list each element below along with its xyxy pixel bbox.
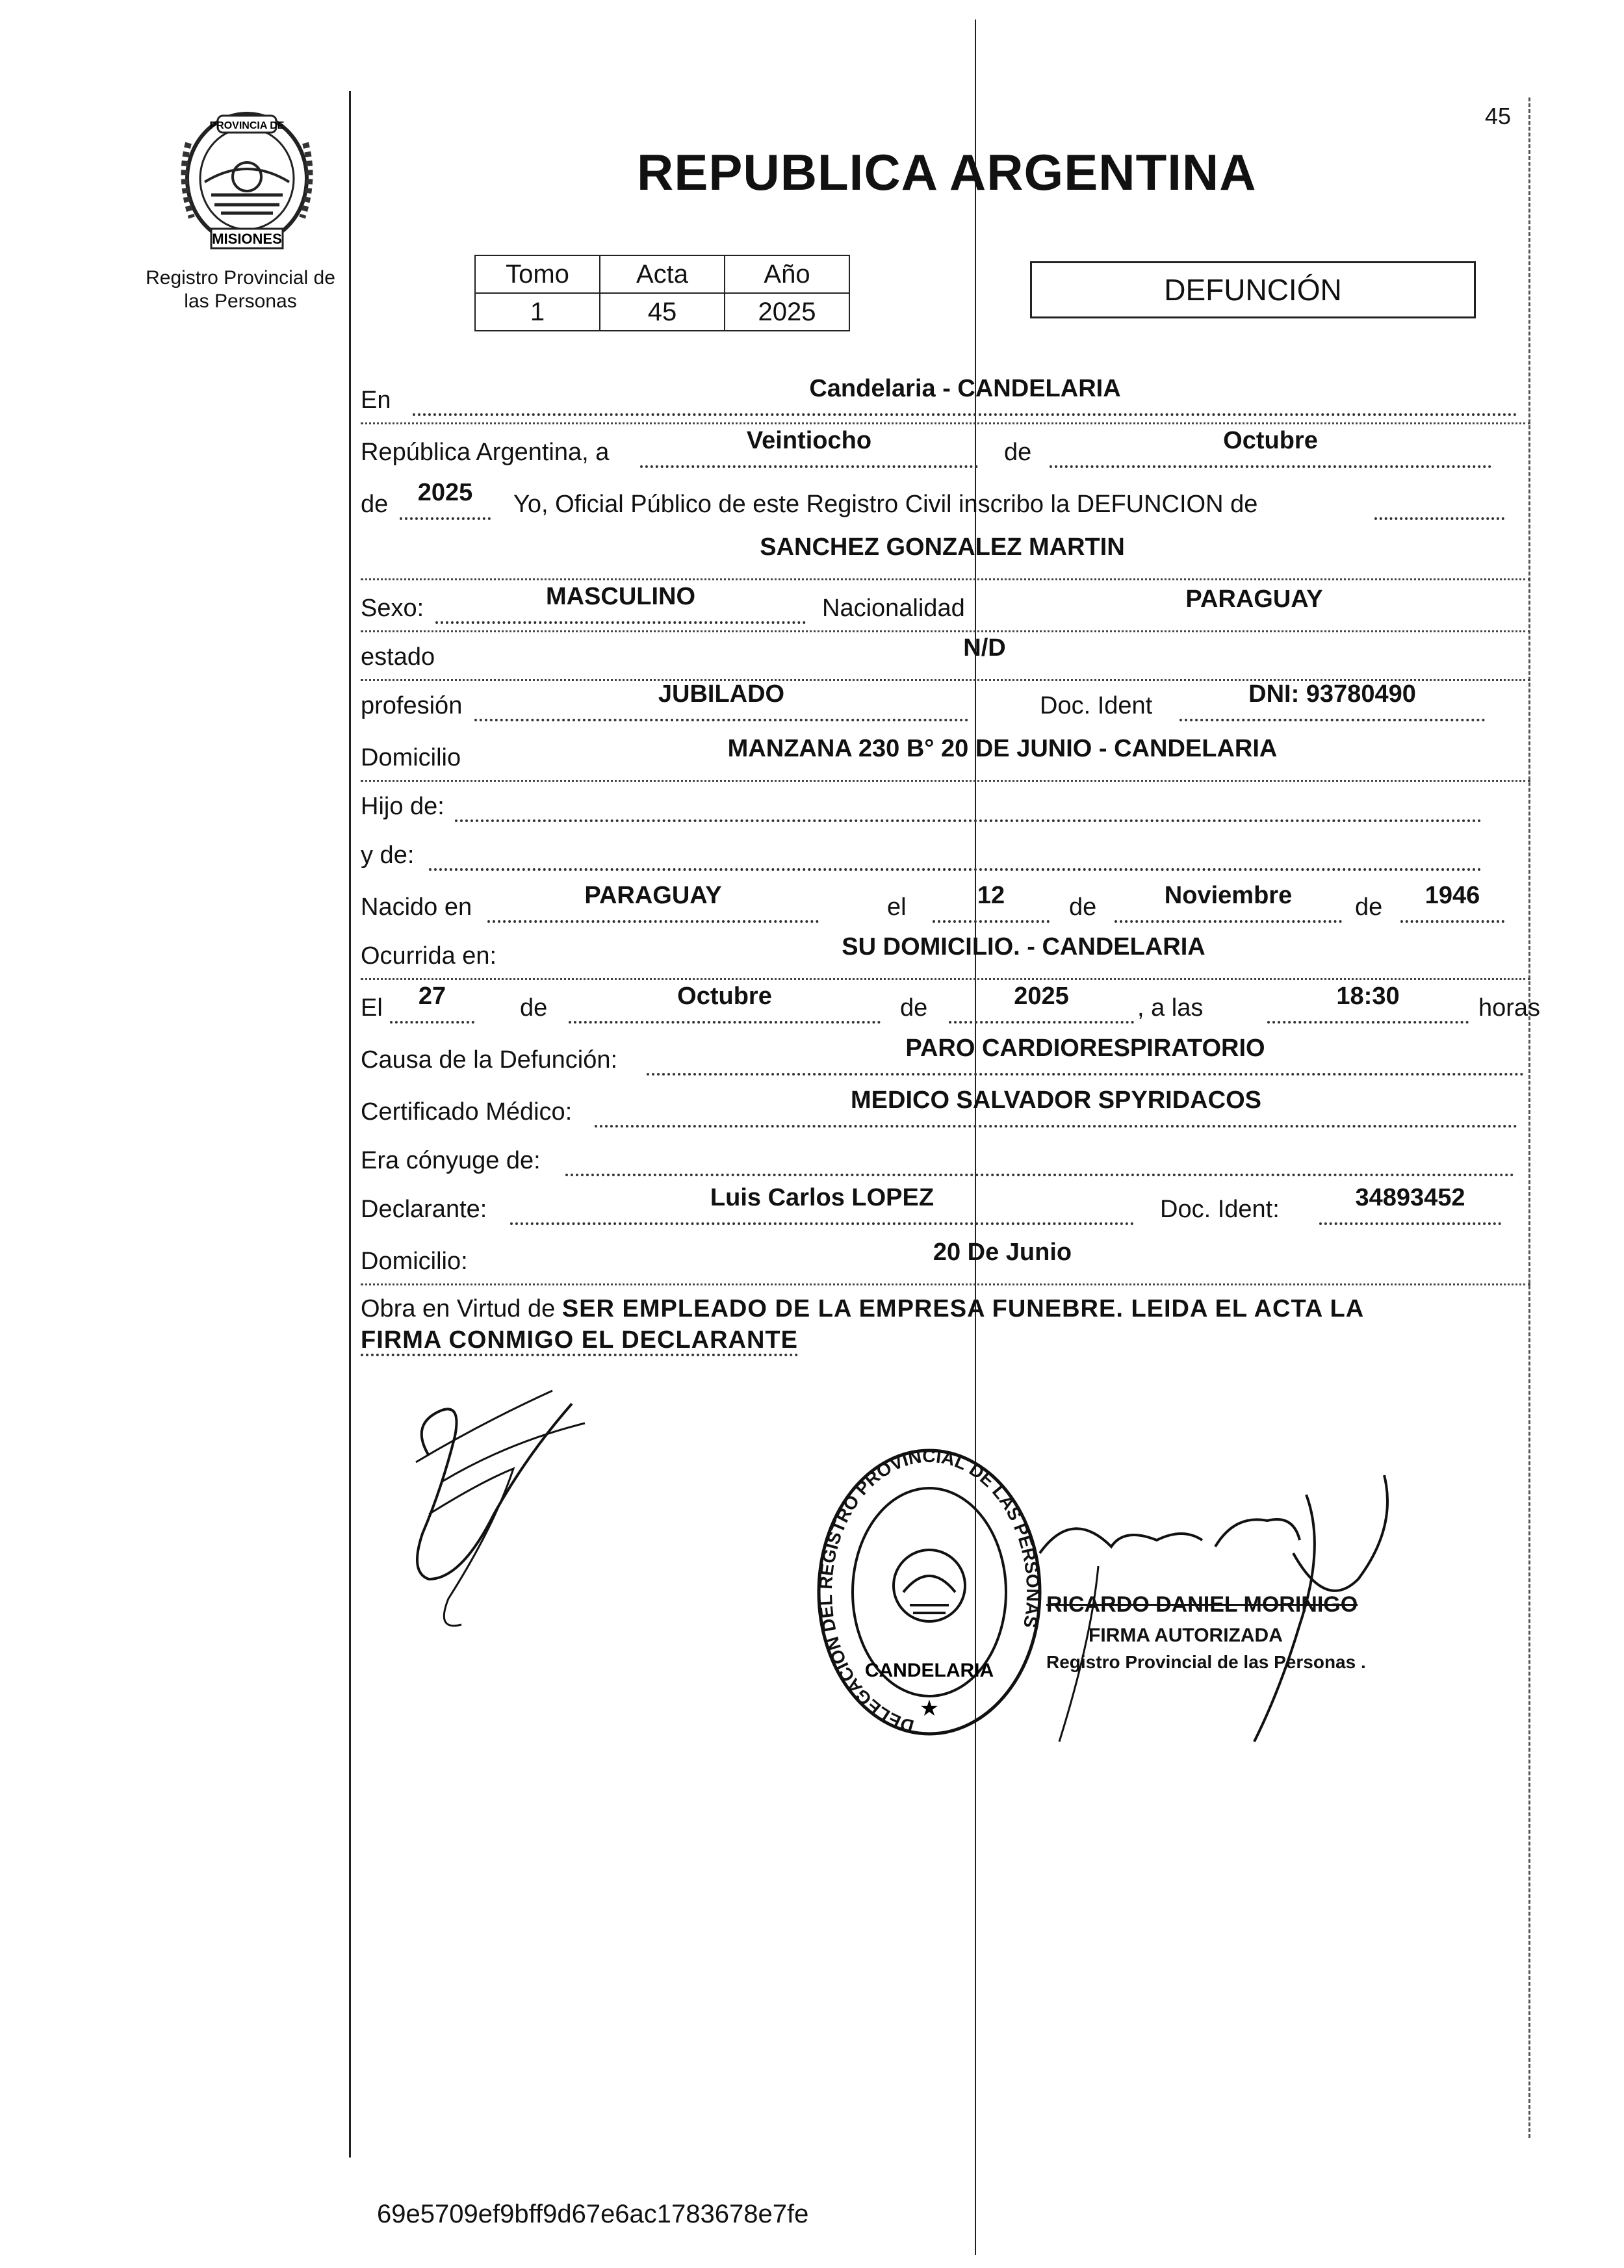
value-nacionalidad: PARAGUAY xyxy=(1185,586,1323,613)
label-horas: horas xyxy=(1478,994,1541,1022)
value-declarante-doc: 34893452 xyxy=(1355,1184,1465,1211)
label-el-cap: El xyxy=(361,994,383,1022)
label-de-6: de xyxy=(900,994,928,1022)
fill-causa xyxy=(647,1035,1524,1076)
value-acta: 45 xyxy=(600,293,725,331)
label-de-2: de xyxy=(361,491,389,518)
label-en: En xyxy=(361,387,391,414)
row-declarante xyxy=(361,1186,1530,1231)
row-nombre xyxy=(361,533,1530,580)
fill-lugar xyxy=(413,375,1517,416)
fill-nombre xyxy=(361,534,1524,572)
record-table xyxy=(474,255,850,331)
row-domicilio-declarante xyxy=(361,1238,1530,1285)
value-nombre: SANCHEZ GONZALEZ MARTIN xyxy=(760,534,1125,561)
label-de-4: de xyxy=(1355,894,1383,921)
registry-caption: Registro Provincial de las Personas xyxy=(146,267,335,312)
fill-anio-acta xyxy=(400,479,491,520)
value-anio: 2025 xyxy=(725,293,849,331)
obra-en-virtud xyxy=(361,1293,1530,1356)
seal-text-top: PROVINCIA DE xyxy=(209,120,285,131)
row-y-de xyxy=(361,832,1530,877)
value-nac-anio: 1946 xyxy=(1424,882,1480,909)
header-anio: Año xyxy=(725,255,849,293)
fill-domicilio xyxy=(481,735,1524,773)
fill-declarante-doc xyxy=(1319,1184,1501,1225)
official-stamp xyxy=(812,1443,1046,1742)
row-nacido xyxy=(361,884,1530,929)
row-oficial xyxy=(361,481,1530,526)
signer-name: RICARDO DANIEL MORINIGO xyxy=(1046,1592,1358,1617)
value-declarante: Luis Carlos LOPEZ xyxy=(710,1184,934,1211)
value-obra-line1: SER EMPLEADO DE LA EMPRESA FUNEBRE. LEIDA EL ACTA LA xyxy=(561,1295,1365,1322)
record-type-box: DEFUNCIÓN xyxy=(1030,261,1476,318)
label-el: el xyxy=(887,894,907,921)
label-certificado: Certificado Médico: xyxy=(361,1098,573,1126)
value-def-mes: Octubre xyxy=(677,983,772,1010)
document-hash: 69e5709ef9bff9d67e6ac1783678e7fe xyxy=(377,2200,809,2228)
value-def-anio: 2025 xyxy=(1014,983,1069,1010)
star-icon: ★ xyxy=(919,1696,940,1721)
label-doc-ident: Doc. Ident xyxy=(1040,692,1153,719)
row-conyuge xyxy=(361,1137,1530,1183)
value-def-dia: 27 xyxy=(418,983,446,1010)
fill-estado xyxy=(448,634,1521,673)
label-causa: Causa de la Defunción: xyxy=(361,1046,618,1074)
label-domicilio: Domicilio xyxy=(361,744,461,771)
row-profesion xyxy=(361,682,1530,728)
value-estado: N/D xyxy=(963,634,1006,662)
declarant-signature xyxy=(403,1384,598,1644)
fill-oficial-tail xyxy=(1374,489,1504,520)
fill-conyuge xyxy=(565,1145,1514,1176)
label-estado: estado xyxy=(361,643,435,671)
row-estado xyxy=(361,634,1530,681)
label-a-las: , a las xyxy=(1137,994,1204,1022)
value-anio-acta: 2025 xyxy=(417,479,473,506)
row-certificado xyxy=(361,1089,1530,1134)
value-dia-letras: Veintiocho xyxy=(746,427,872,454)
fill-def-hora xyxy=(1267,983,1469,1024)
fill-mes-acta xyxy=(1050,427,1491,468)
fill-nac-dia xyxy=(933,882,1050,923)
row-fecha-defuncion xyxy=(361,983,1541,1030)
value-nac-mes: Noviembre xyxy=(1164,882,1293,909)
stamp-ring-text: DELEGACION DEL REGISTRO PROVINCIAL DE LAS PERSONAS xyxy=(815,1445,1044,1737)
label-profesion: profesión xyxy=(361,692,463,719)
fill-def-dia xyxy=(390,983,474,1024)
label-de-5: de xyxy=(520,994,548,1022)
value-certificado: MEDICO SALVADOR SPYRIDACOS xyxy=(851,1087,1261,1114)
fill-hijo-de xyxy=(455,791,1482,822)
value-mes-acta: Octubre xyxy=(1223,427,1318,454)
label-republica: República Argentina, a xyxy=(361,439,610,466)
fill-def-mes xyxy=(569,983,881,1024)
label-nacido-en: Nacido en xyxy=(361,894,472,921)
official-signature-block xyxy=(1020,1469,1423,1755)
fill-def-anio xyxy=(949,983,1134,1024)
value-lugar: Candelaria - CANDELARIA xyxy=(809,375,1121,402)
row-lugar xyxy=(361,377,1530,424)
value-def-hora: 18:30 xyxy=(1336,983,1400,1010)
label-oficial: Yo, Oficial Público de este Registro Civil inscribo la DEFUNCION de xyxy=(513,491,1258,518)
value-domicilio-decl: 20 De Junio xyxy=(933,1239,1072,1266)
fill-nacionalidad xyxy=(985,586,1524,624)
fill-sexo xyxy=(435,583,806,624)
label-domicilio-decl: Domicilio: xyxy=(361,1248,468,1275)
label-de-3: de xyxy=(1069,894,1097,921)
value-domicilio: MANZANA 230 B° 20 DE JUNIO - CANDELARIA xyxy=(727,735,1278,762)
value-causa: PARO CARDIORESPIRATORIO xyxy=(905,1035,1265,1062)
stamp-center-text: CANDELARIA xyxy=(864,1660,994,1681)
row-sexo xyxy=(361,585,1530,632)
fill-doc xyxy=(1179,680,1485,721)
svg-text:DELEGACION DEL REGISTRO PROVIN xyxy=(816,1446,1043,1736)
fill-y-de xyxy=(429,840,1482,871)
fill-nac-anio xyxy=(1400,882,1504,923)
value-nac-dia: 12 xyxy=(977,882,1005,909)
fill-declarante xyxy=(510,1184,1134,1225)
fill-certificado xyxy=(595,1087,1517,1128)
left-margin-rule xyxy=(349,91,351,2158)
value-doc: DNI: 93780490 xyxy=(1248,680,1416,708)
row-causa xyxy=(361,1037,1530,1082)
header-tomo: Tomo xyxy=(475,255,600,293)
page-title: REPUBLICA ARGENTINA xyxy=(637,144,1257,201)
value-profesion: JUBILADO xyxy=(658,680,785,708)
fill-nac-mes xyxy=(1115,882,1342,923)
label-sexo: Sexo: xyxy=(361,595,424,622)
label-hijo-de: Hijo de: xyxy=(361,793,445,820)
value-ocurrida-en: SU DOMICILIO. - CANDELARIA xyxy=(842,933,1205,960)
label-nacionalidad: Nacionalidad xyxy=(822,595,965,622)
value-tomo: 1 xyxy=(475,293,600,331)
label-de-1: de xyxy=(1004,439,1032,466)
fill-dia-letras xyxy=(640,427,978,468)
row-domicilio xyxy=(361,734,1530,782)
label-obra: Obra en Virtud de xyxy=(361,1295,556,1322)
value-nacido-en: PARAGUAY xyxy=(584,882,722,909)
label-ocurrida-en: Ocurrida en: xyxy=(361,942,497,970)
label-y-de: y de: xyxy=(361,842,415,869)
row-hijo-de xyxy=(361,783,1530,829)
signer-org: Registro Provincial de las Personas . xyxy=(1046,1652,1366,1672)
fill-domicilio-decl xyxy=(481,1239,1524,1277)
seal-text-bottom: MISIONES xyxy=(212,231,282,247)
fill-nacido-en xyxy=(487,882,819,923)
row-ocurrida xyxy=(361,933,1530,980)
value-obra-line2: FIRMA CONMIGO EL DECLARANTE xyxy=(361,1326,798,1356)
row-fecha-acta xyxy=(361,429,1530,474)
header-acta: Acta xyxy=(600,255,725,293)
label-conyuge: Era cónyuge de: xyxy=(361,1147,541,1174)
page-number: 45 xyxy=(1485,103,1512,129)
label-doc-ident-decl: Doc. Ident: xyxy=(1160,1196,1280,1223)
label-declarante: Declarante: xyxy=(361,1196,487,1223)
fill-profesion xyxy=(474,680,968,721)
signer-role: FIRMA AUTORIZADA xyxy=(1089,1625,1283,1646)
provincial-seal-emblem xyxy=(166,104,328,257)
fill-ocurrida-en xyxy=(523,933,1524,972)
value-sexo: MASCULINO xyxy=(545,583,696,610)
